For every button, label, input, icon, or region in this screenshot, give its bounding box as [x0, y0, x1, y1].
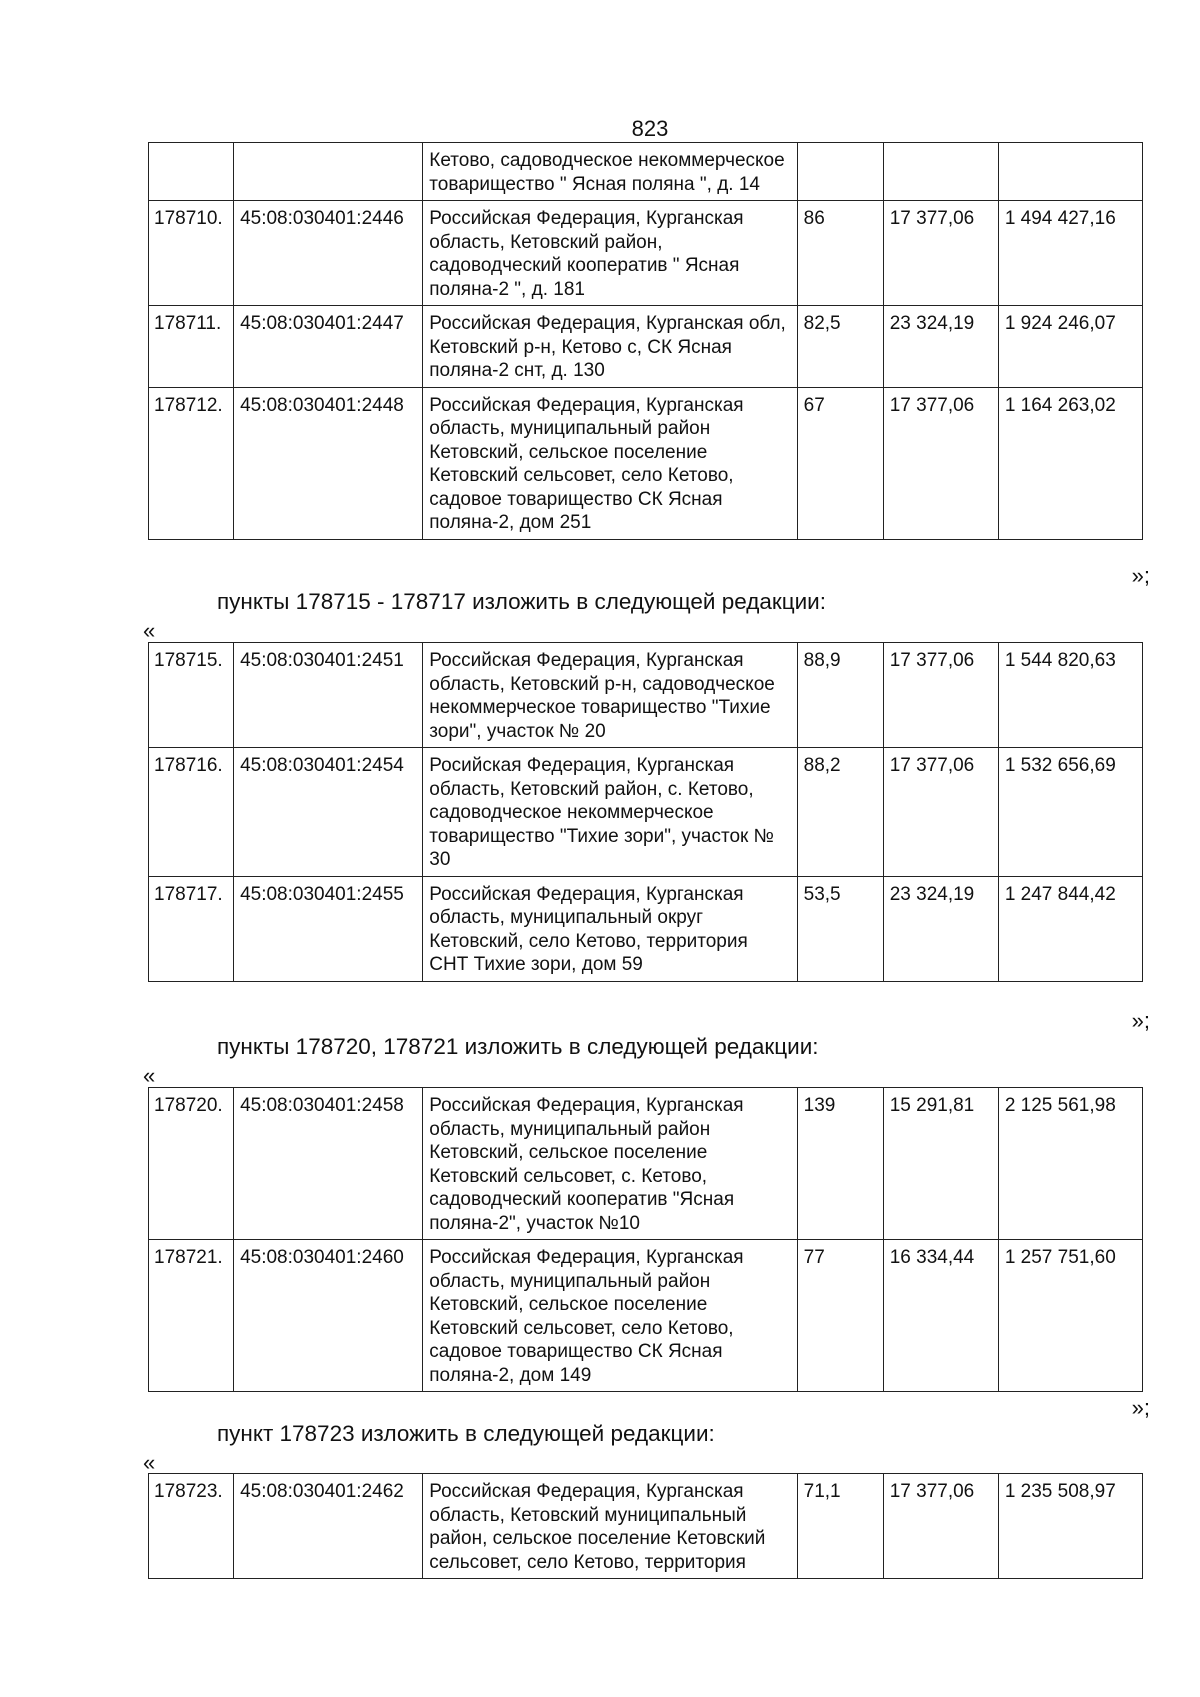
unit-price: 16 334,44	[883, 1240, 998, 1392]
row-number: 178712.	[149, 387, 234, 539]
cadastral-value: 1 494 427,16	[998, 201, 1142, 306]
cadastral-value: 1 544 820,63	[998, 643, 1142, 748]
table-row	[149, 306, 1143, 388]
address: Кетово, садоводческое некоммерческое товарищество " Ясная поляна ", д. 14	[423, 143, 797, 201]
cadastral-value: 1 924 246,07	[998, 306, 1142, 388]
cadastral-value: 1 164 263,02	[998, 387, 1142, 539]
close-quote: »;	[1131, 563, 1150, 588]
area	[797, 143, 883, 201]
table-row	[149, 748, 1143, 877]
unit-price: 17 377,06	[883, 748, 998, 877]
cadastral-number: 45:08:030401:2448	[234, 387, 423, 539]
page-number: 823	[631, 116, 669, 141]
row-number	[149, 143, 234, 201]
area: 67	[797, 387, 883, 539]
address: Российская Федерация, Курганская область, муниципальный округ Кетовский, село Кетово, территория СНТ Тихие зори, дом 59	[423, 876, 797, 981]
address: Росийская Федерация, Курганская область, Кетовский район, с. Кетово, садоводческое некоммерческое товарищество "Тихие зори", участок № 30	[423, 748, 797, 877]
property-table-3	[148, 1087, 1143, 1392]
area: 86	[797, 201, 883, 306]
cadastral-number: 45:08:030401:2447	[234, 306, 423, 388]
cadastral-number: 45:08:030401:2454	[234, 748, 423, 877]
close-quote: »;	[1131, 1008, 1150, 1033]
property-table-2	[148, 642, 1143, 982]
address: Российская Федерация, Курганская область, муниципальный район Кетовский, сельское поселение Кетовский сельсовет, с. Кетово, садоводческий кооператив "Ясная поляна-2", участок №10	[423, 1088, 797, 1240]
cadastral-value	[998, 143, 1142, 201]
row-number: 178723.	[149, 1474, 234, 1579]
area: 88,2	[797, 748, 883, 877]
area: 139	[797, 1088, 883, 1240]
cadastral-number: 45:08:030401:2451	[234, 643, 423, 748]
unit-price: 17 377,06	[883, 387, 998, 539]
area: 77	[797, 1240, 883, 1392]
area: 53,5	[797, 876, 883, 981]
address: Российская Федерация, Курганская область, Кетовский р-н, садоводческое некоммерческое товарищество "Тихие зори", участок № 20	[423, 643, 797, 748]
row-number: 178710.	[149, 201, 234, 306]
unit-price	[883, 143, 998, 201]
table-row	[149, 643, 1143, 748]
unit-price: 17 377,06	[883, 643, 998, 748]
cadastral-number: 45:08:030401:2455	[234, 876, 423, 981]
address: Российская Федерация, Курганская область, муниципальный район Кетовский, сельское поселение Кетовский сельсовет, село Кетово, садовое товарищество СК Ясная поляна-2, дом 149	[423, 1240, 797, 1392]
unit-price: 15 291,81	[883, 1088, 998, 1240]
row-number: 178716.	[149, 748, 234, 877]
table-row	[149, 387, 1143, 539]
open-quote: «	[143, 618, 156, 643]
unit-price: 23 324,19	[883, 876, 998, 981]
instruction-text: пункты 178720, 178721 изложить в следующей редакции:	[217, 1034, 819, 1059]
row-number: 178711.	[149, 306, 234, 388]
row-number: 178717.	[149, 876, 234, 981]
area: 82,5	[797, 306, 883, 388]
cadastral-number	[234, 143, 423, 201]
row-number: 178721.	[149, 1240, 234, 1392]
address: Российская Федерация, Курганская область, Кетовский район, садоводческий кооператив " Ясная поляна-2 ", д. 181	[423, 201, 797, 306]
open-quote: «	[143, 1063, 156, 1088]
unit-price: 17 377,06	[883, 1474, 998, 1579]
cadastral-number: 45:08:030401:2462	[234, 1474, 423, 1579]
cadastral-number: 45:08:030401:2460	[234, 1240, 423, 1392]
cadastral-value: 1 235 508,97	[998, 1474, 1142, 1579]
cadastral-value: 1 532 656,69	[998, 748, 1142, 877]
open-quote: «	[143, 1450, 156, 1475]
address: Российская Федерация, Курганская обл, Кетовский р-н, Кетово с, СК Ясная поляна-2 снт, д. 130	[423, 306, 797, 388]
area: 71,1	[797, 1474, 883, 1579]
table-row	[149, 1088, 1143, 1240]
table-row	[149, 1240, 1143, 1392]
cadastral-number: 45:08:030401:2458	[234, 1088, 423, 1240]
property-table-1	[148, 142, 1143, 540]
address: Российская Федерация, Курганская область, муниципальный район Кетовский, сельское поселение Кетовский сельсовет, село Кетово, садовое товарищество СК Ясная поляна-2, дом 251	[423, 387, 797, 539]
address: Российская Федерация, Курганская область, Кетовский муниципальный район, сельское поселение Кетовский сельсовет, село Кетово, территория	[423, 1474, 797, 1579]
cadastral-value: 1 257 751,60	[998, 1240, 1142, 1392]
unit-price: 17 377,06	[883, 201, 998, 306]
area: 88,9	[797, 643, 883, 748]
row-number: 178720.	[149, 1088, 234, 1240]
property-table-4	[148, 1473, 1143, 1579]
cadastral-value: 2 125 561,98	[998, 1088, 1142, 1240]
instruction-text: пункты 178715 - 178717 изложить в следующей редакции:	[217, 589, 827, 614]
cadastral-value: 1 247 844,42	[998, 876, 1142, 981]
table-row	[149, 143, 1143, 201]
close-quote: »;	[1131, 1395, 1150, 1420]
table-row	[149, 201, 1143, 306]
row-number: 178715.	[149, 643, 234, 748]
cadastral-number: 45:08:030401:2446	[234, 201, 423, 306]
table-row	[149, 1474, 1143, 1579]
table-row	[149, 876, 1143, 981]
unit-price: 23 324,19	[883, 306, 998, 388]
instruction-text: пункт 178723 изложить в следующей редакции:	[217, 1421, 715, 1446]
